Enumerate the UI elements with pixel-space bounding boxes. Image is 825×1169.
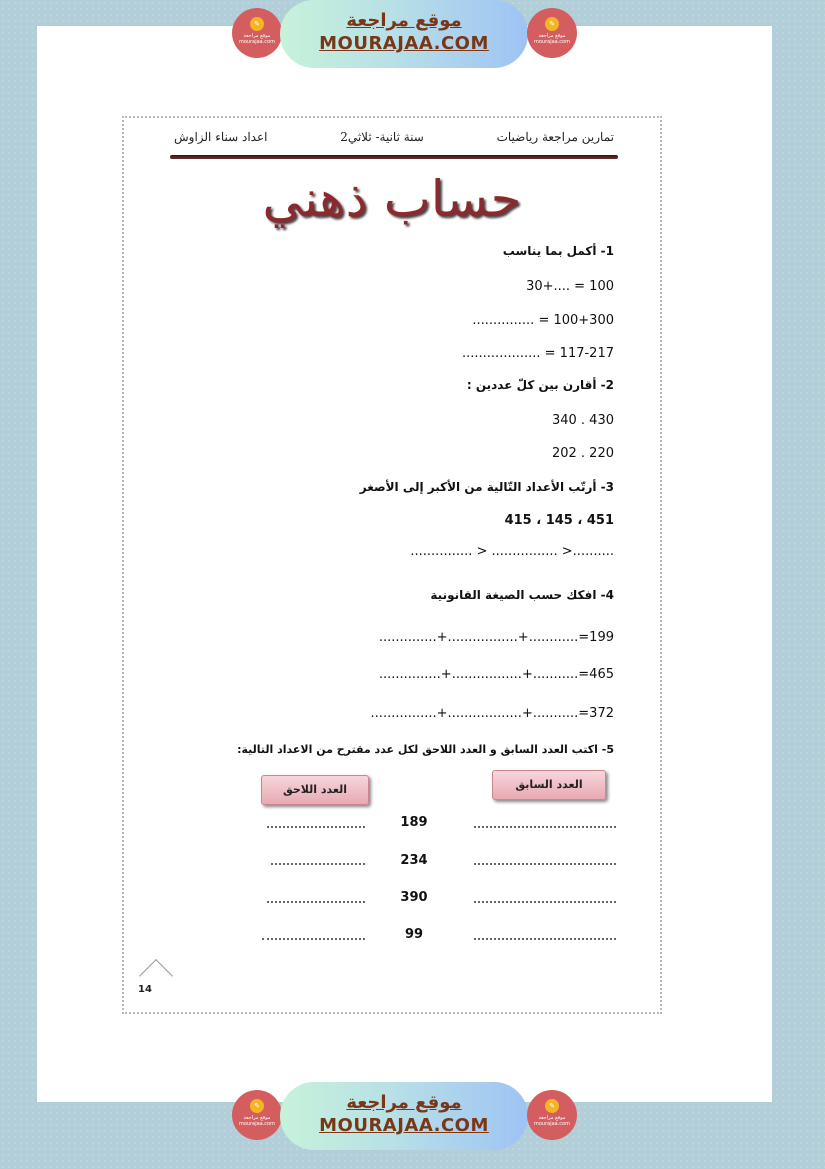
- site-name-arabic[interactable]: موقع مراجعة: [346, 1092, 462, 1113]
- q1-line-1: 30+.... = 100: [526, 279, 614, 294]
- previous-number-header: العدد السابق: [492, 770, 606, 800]
- next-number-header: العدد اللاحق: [261, 775, 369, 805]
- question-3-label: 3- أرتّب الأعداد التّالية من الأكبر إلى الأصغر: [359, 480, 614, 494]
- header-divider: [170, 155, 618, 159]
- worksheet-title: حساب ذهني: [262, 170, 522, 228]
- prev-answer-line-3[interactable]: [474, 901, 616, 903]
- site-link[interactable]: [280, 0, 528, 68]
- site-badge-left: ✎ موقع مراجعة mourajaa.com: [232, 1090, 282, 1140]
- prev-answer-line-1[interactable]: [474, 826, 616, 828]
- site-badge-right: ✎ موقع مراجعة mourajaa.com: [527, 8, 577, 58]
- site-badge-left: ✎ موقع مراجعة mourajaa.com: [232, 8, 282, 58]
- q5-number-2: 234: [400, 853, 428, 868]
- worksheet-image: [122, 116, 662, 1014]
- q4-line-3: ................+..................+...........=372: [370, 706, 614, 721]
- next-answer-line-3[interactable]: [267, 901, 365, 903]
- q1-line-3: ................... = 117-217: [462, 346, 614, 361]
- q4-line-2: ...............+.................+...........=465: [378, 667, 614, 682]
- q2-line-2: 202 . 220: [551, 446, 614, 461]
- header-level: سنة ثانية- ثلاثي2: [340, 130, 424, 144]
- site-name-arabic[interactable]: موقع مراجعة: [346, 10, 462, 31]
- prev-answer-line-2[interactable]: [474, 863, 616, 865]
- q1-line-2: ............... = 100+300: [472, 313, 614, 328]
- question-5-label: 5- اكتب العدد السابق و العدد اللاحق لكل عدد مقترح من الاعداد التالية:: [237, 743, 614, 756]
- prev-answer-line-4[interactable]: [474, 938, 616, 940]
- site-banner-bottom[interactable]: [230, 1082, 580, 1152]
- q4-line-1: ..............+.................+............=199: [378, 630, 614, 645]
- site-banner-top[interactable]: [230, 0, 580, 70]
- q5-number-3: 390: [400, 890, 428, 905]
- site-name-latin[interactable]: MOURAJAA.COM: [319, 33, 489, 54]
- worksheet-header: [174, 130, 614, 144]
- question-4-label: 4- افكك حسب الصيغة القانونية: [430, 588, 614, 602]
- book-logo-icon: ✎: [250, 1099, 264, 1113]
- book-logo-icon: ✎: [250, 17, 264, 31]
- header-subject: تمارين مراجعة رياضيات: [496, 130, 614, 144]
- next-answer-line-2[interactable]: [271, 863, 365, 865]
- next-answer-line-4[interactable]: [262, 938, 365, 940]
- question-2-label: 2- أقارن بين كلّ عددين :: [466, 378, 614, 392]
- site-link[interactable]: [280, 1082, 528, 1150]
- book-logo-icon: ✎: [545, 1099, 559, 1113]
- site-name-latin[interactable]: MOURAJAA.COM: [319, 1115, 489, 1136]
- next-answer-line-1[interactable]: [267, 826, 365, 828]
- site-badge-right: ✎ موقع مراجعة mourajaa.com: [527, 1090, 577, 1140]
- q5-number-1: 189: [400, 815, 428, 830]
- q5-number-4: 99: [404, 927, 424, 942]
- q2-line-1: 340 . 430: [551, 413, 614, 428]
- book-logo-icon: ✎: [545, 17, 559, 31]
- q3-numbers: 451 ، 145 ، 415: [504, 513, 614, 528]
- q3-answer-blank: ............... > ................ >..........: [410, 544, 614, 559]
- header-author: اعداد سناء الزاوش: [174, 130, 268, 144]
- page-number: 14: [138, 984, 152, 995]
- question-1-label: 1- أكمل بما يناسب: [502, 244, 614, 258]
